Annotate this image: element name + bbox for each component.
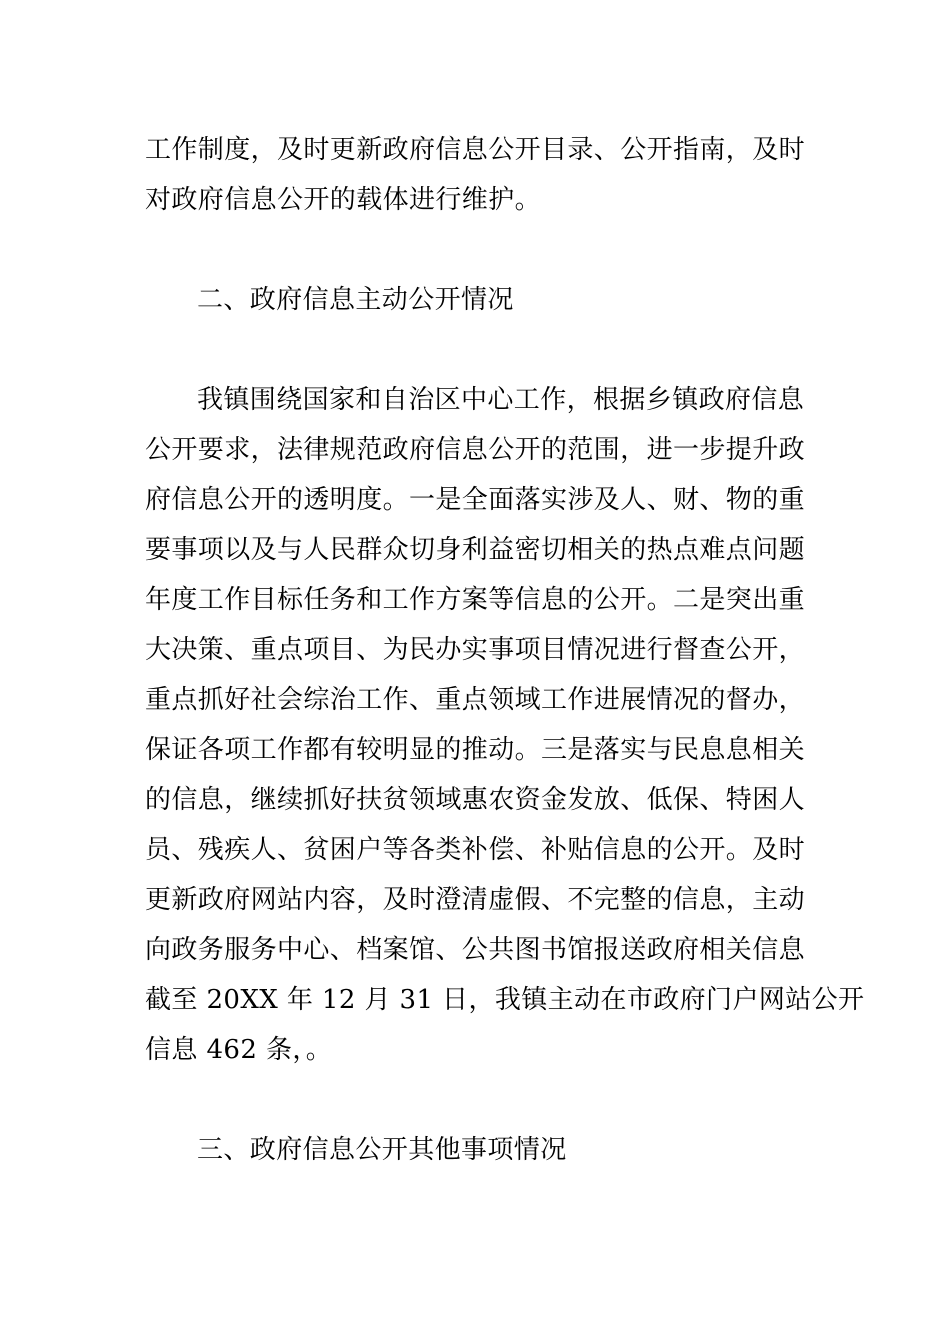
- paragraph-line: 我镇围绕国家和自治区中心工作，根据乡镇政府信息: [197, 385, 805, 415]
- paragraph-line: 府信息公开的透明度。一是全面落实涉及人、财、物的重: [145, 485, 806, 515]
- paragraph-line: 截至 20XX 年 12 月 31 日，我镇主动在市政府门户网站公开: [145, 985, 865, 1015]
- paragraph-line: 公开要求，法律规范政府信息公开的范围，进一步提升政: [145, 435, 806, 465]
- paragraph-line: 要事项以及与人民群众切身利益密切相关的热点难点问题: [145, 535, 806, 565]
- paragraph-line: 保证各项工作都有较明显的推动。三是落实与民息息相关: [145, 735, 806, 765]
- paragraph-line: 对政府信息公开的载体进行维护。: [145, 185, 542, 215]
- paragraph-line: 员、残疾人、贫困户等各类补偿、补贴信息的公开。及时: [145, 835, 806, 865]
- paragraph-line: 重点抓好社会综治工作、重点领域工作进展情况的督办，: [145, 685, 806, 715]
- paragraph-line: 的信息，继续抓好扶贫领域惠农资金发放、低保、特困人: [145, 785, 806, 815]
- paragraph-line: 向政务服务中心、档案馆、公共图书馆报送政府相关信息: [145, 935, 806, 965]
- paragraph-line: 更新政府网站内容，及时澄清虚假、不完整的信息，主动: [145, 885, 806, 915]
- section-heading: 三、政府信息公开其他事项情况: [197, 1135, 567, 1165]
- section-heading: 二、政府信息主动公开情况: [197, 285, 514, 315]
- paragraph-line: 年度工作目标任务和工作方案等信息的公开。二是突出重: [145, 585, 806, 615]
- paragraph-line: 信息 462 条，。: [145, 1035, 333, 1065]
- paragraph-line: 工作制度，及时更新政府信息公开目录、公开指南，及时: [145, 135, 806, 165]
- paragraph-line: 大决策、重点项目、为民办实事项目情况进行督查公开，: [145, 635, 806, 665]
